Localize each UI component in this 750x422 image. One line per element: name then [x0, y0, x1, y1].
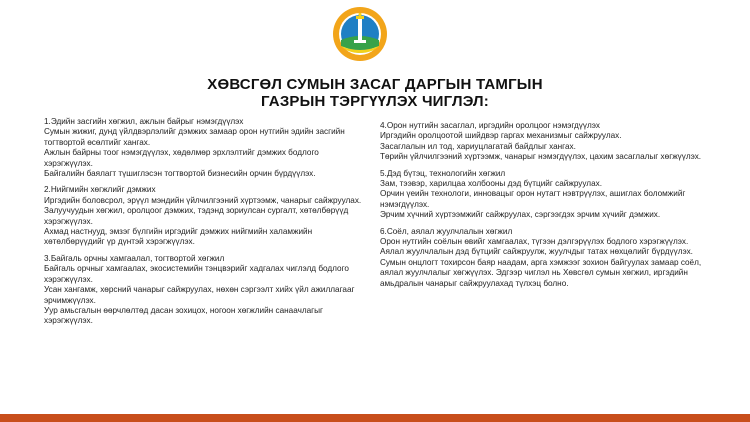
section-heading: 6.Соёл, аялал жуулчлалын хөгжил [380, 226, 513, 236]
section-item: Зам, тээвэр, харилцаа холбооны дэд бүтцийг сайжруулах. [380, 179, 602, 189]
section-item: Аялал жуулчлалын дэд бүтцийг сайжруулж, жуулчдыг татах нөхцөлийг бүрдүүлэх. [380, 247, 693, 257]
section-culture-tourism [380, 227, 710, 289]
left-column [44, 117, 366, 333]
section-item: Ажлын байрны тоог нэмэгдүүлэх, хөдөлмөр эрхлэлтийг дэмжих бодлого хэрэгжүүлэх. [44, 148, 319, 168]
section-local-governance [380, 121, 710, 163]
right-column [380, 121, 710, 295]
section-item: Иргэдийн боловсрол, эрүүл мэндийн үйлчилгээний хүртээмж, чанарыг сайжруулах. [44, 195, 362, 205]
section-item: Байгалийн баялагт түшиглэсэн тогтвортой бизнесийн орчин бүрдүүлэх. [44, 169, 316, 179]
section-item: Эрчим хүчний хүртээмжийг сайжруулах, сэргээгдэх эрчим хүчийг дэмжих. [380, 210, 661, 220]
section-heading: 3.Байгаль орчны хамгаалал, тогтвортой хөгжил [44, 253, 225, 263]
section-item: Төрийн үйлчилгээний хүртээмж, чанарыг нэмэгдүүлэх, цахим засаглалыг хөгжүүлэх. [380, 152, 702, 162]
section-item: Засаглалын ил тод, хариуцлагатай байдлыг хангах. [380, 141, 576, 151]
section-item: Сумын жижиг, дунд үйлдвэрлэлийг дэмжих замаар орон нутгийн эдийн засгийн тогтвортой өсөлтийг хангах. [44, 127, 345, 147]
bottom-accent-bar [0, 414, 750, 422]
title-line-2: ГАЗРЫН ТЭРГҮҮЛЭХ ЧИГЛЭЛ: [261, 93, 489, 110]
title-line-1: ХӨВСГӨЛ СУМЫН ЗАСАГ ДАРГЫН ТАМГЫН [207, 76, 543, 93]
section-heading: 4.Орон нутгийн засаглал, иргэдийн оролцоог нэмэгдүүлэх [380, 121, 600, 130]
section-social-development [44, 185, 366, 247]
section-environment [44, 254, 366, 327]
section-item: Уур амьсгалын өөрчлөлтөд дасан зохицох, ногоон хөгжлийн санаачлагыг хэрэгжүүлэх. [44, 305, 324, 326]
section-item: Байгаль орчныг хамгаалах, экосистемийн тэнцвэрийг хадгалах чиглэлд бодлого хэрэгжүүлэх. [44, 264, 349, 284]
section-item: Сумын онцлогт тохирсон баяр наадам, арга хэмжээг зохион байгуулах замаар соёл, аялал жуулчлалыг хөгжүүлэх. Эдгээр чиглэл нь Хөвсгөл сумын хөгжил, иргэдийн амьдралын чанарыг сайжруулахад түлхэц болно. [380, 257, 702, 288]
section-heading: 5.Дэд бүтэц, технологийн хөгжил [380, 168, 506, 178]
section-item: Залуучуудын хөгжил, оролцоог дэмжих, тэдэнд зориулсан сургалт, хөтөлбөрүүд хэрэгжүүлэх. [44, 206, 349, 226]
section-item: Усан хангамж, хөрсний чанарыг сайжруулах, нөхөн сэргээлт хийх үйл ажиллагааг эрчимжүүлэх. [44, 285, 355, 305]
section-infrastructure [380, 169, 710, 221]
section-item: Орчин үеийн технологи, инновацыг орон нутагт нэвтрүүлэх, ашиглах боломжийг нэмэгдүүлэх. [380, 189, 686, 209]
sum-emblem-seal [332, 6, 388, 62]
section-economic-development [44, 117, 366, 179]
section-item: Ахмад настнууд, эмзэг бүлгийн иргэдийг дэмжих нийгмийн халамжийн хөтөлбөрүүдийг үр дүнтэй хэрэгжүүлэх. [44, 227, 313, 247]
section-heading: 2.Нийгмийн хөгжлийг дэмжих [44, 185, 156, 195]
section-heading: 1.Эдийн засгийн хөгжил, ажлын байрыг нэмэгдүүлэх [44, 117, 244, 126]
page-title [150, 76, 600, 110]
section-item: Орон нутгийн соёлын өвийг хамгаалах, түгээн дэлгэрүүлэх бодлого хэрэгжүүлэх. [380, 237, 689, 247]
section-item: Иргэдийн оролцоотой шийдвэр гаргах механизмыг сайжруулах. [380, 131, 622, 141]
